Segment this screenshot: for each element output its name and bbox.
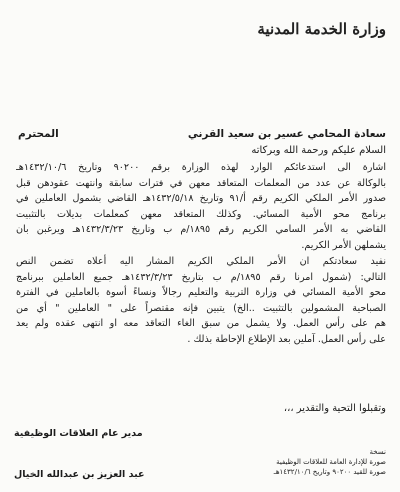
recipient-row xyxy=(18,128,386,146)
paragraph-line: يشملهن الأمر الكريم. xyxy=(301,239,386,251)
paragraph-line: اشارة الى استدعائكم الوارد لهذه الوزارة برقم ٩٠٢٠٠ وتاريخ ١٤٣٢/١٠/٦هـ xyxy=(16,162,386,173)
paragraph-line: الصباحية المشمولين بالتثبيت ..الخ) يتبين فإنه مقتصراً على " العاملين " أي من xyxy=(16,302,386,314)
paragraph-line: صدور الأمر الملكي الكريم رقم أ/٩١ وتاريخ ١٤٣٢/٥/١٨هـ القاضي بشمول العاملين في xyxy=(16,193,386,204)
copy-line: صورة للإدارة العامة للعلاقات الوظيفية xyxy=(276,458,386,466)
copy-line: صورة للقيد ٩٠٢٠٠ وتاريخ ١٤٣٢/١٠/٦هـ xyxy=(273,468,386,476)
recipient-salutation: سعادة المحامي عسير بن سعيد القرني xyxy=(187,128,386,140)
paragraph-line: محو الأمية المسائي في وزارة التربية والتعليم رجالاً ونساءً أسوة بالعاملين في الفترة xyxy=(16,287,386,298)
copies-block xyxy=(206,448,386,477)
paragraph-line: برنامج محو الأمية المسائي. وكذلك المتعاقد معهن كمعلمات بديلات بالتثبيت xyxy=(16,208,386,220)
copies-heading: نسخة xyxy=(369,448,386,456)
paragraph-line: هم على رأس العمل. ولا يشمل من سبق الغاء التعاقد معه او انتهى عقده ولم يعد xyxy=(16,318,386,329)
recipient-honorific: المحترم xyxy=(18,128,59,140)
paragraph-line: على رأس العمل. آملين بعد الإطلاع الإحاطة بذلك . xyxy=(187,333,386,345)
paragraph-response xyxy=(16,254,386,347)
paragraph-line: نفيد سعادتكم ان الأمر الملكي الكريم المشار اليه أعلاه تضمن النص xyxy=(16,256,386,267)
paragraph-line: القاضي به الأمر السامي الكريم رقم ١٨٩٥/م ب وتاريخ ١٤٣٢/٣/٢٣هـ ويرغبن بان xyxy=(16,224,386,235)
signatory-name: عبد العزيز بن عبدالله الخيال xyxy=(14,469,145,480)
ministry-letterhead: وزارة الخدمة المدنية xyxy=(257,20,386,38)
signatory-title: مدير عام العلاقات الوظيفية xyxy=(14,428,143,439)
paragraph-line: التالي: (شمول امرنا رقم ١٨٩٥/م ب بتاريخ ١٤٣٢/٣/٢٣هـ جميع العاملين ببرنامج xyxy=(16,271,386,283)
paragraph-line: بالوكالة عن عدد من المعلمات المتعاقد معهن في فترات سابقة وانتهت عقودهن قبل xyxy=(16,177,386,189)
closing-line: وتقبلوا التحية والتقدير ،،، xyxy=(283,403,386,414)
paragraph-request xyxy=(16,160,386,253)
greeting-line: السلام عليكم ورحمة الله وبركاته xyxy=(251,145,386,156)
